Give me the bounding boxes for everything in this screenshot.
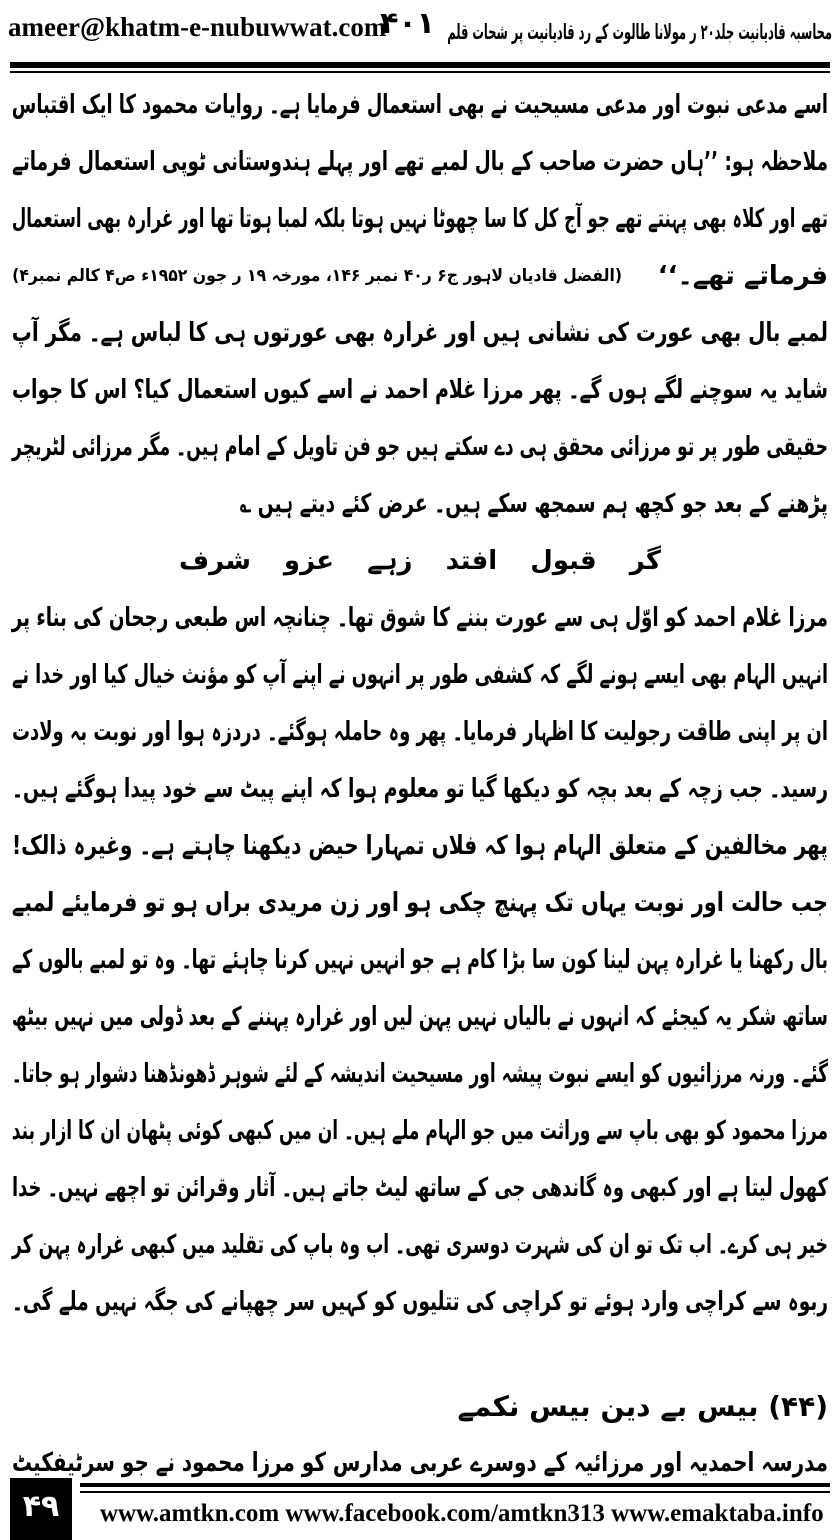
citation-reference: (الفضل قادیان لاہور ج۶ ر۴۰ نمبر ۱۴۶، مورخہ ۱۹ ر جون ۱۹۵۲ء ص۴ کالم نمبر۴) <box>12 266 622 286</box>
footer-page-number: ۴۹ <box>10 1478 72 1540</box>
text-line: مرزا محمود کو بھی باپ سے وراثت میں جو الہام ملے ہیں۔ ان میں کبھی کوئی پٹھان ان کا ازار بند <box>11 1116 829 1146</box>
text-line: تھے اور کلاہ بھی پہنتے تھے جو آج کل کا سا چھوٹا نہیں ہوتا بلکہ لمبا ہوتا تھا اور غرارہ بھی استعمال <box>11 204 829 234</box>
text-line: حقیقی طور پر تو مرزائی محقق ہی دے سکتے ہیں جو فن تاویل کے امام ہیں۔ مگر مرزائی لٹریچر <box>12 432 828 462</box>
header-divider <box>10 62 830 68</box>
text-line: گئے۔ ورنہ مرزائیوں کو ایسے نبوت پیشہ اور مسیحیت اندیشہ کے لئے شوہر ڈھونڈھنا دشوار ہو جاتا۔ <box>11 1059 828 1089</box>
text-line: خیر ہی کرے۔ اب تک تو ان کی شہرت دوسری تھی۔ اب وہ باپ کی تقلید میں کبھی غرارہ پہن کر <box>11 1230 828 1260</box>
header-page-number: ۴۰۱ <box>380 6 435 41</box>
section-heading: (۴۴) بیس بے دین بیس نکمے <box>457 1390 828 1423</box>
text-line: لمبے بال بھی عورت کی نشانی ہیں اور غرارہ بھی عورتوں ہی کا لباس ہے۔ مگر آپ <box>11 318 828 348</box>
text-line: مرزا غلام احمد کو اوّل ہی سے عورت بننے کا شوق تھا۔ چنانچہ اس طبعی رجحان کی بناء پر <box>11 603 829 633</box>
header-email: ameer@khatm-e-nubuwwat.com <box>8 12 387 42</box>
footer-divider-thin <box>80 1491 830 1493</box>
text-line: پھر مخالفین کے متعلق الہام ہوا کہ فلاں تمہارا حیض دیکھنا چاہتے ہے۔ وغیرہ ذالک! <box>11 831 828 861</box>
text-line: مدرسہ احمدیہ اور مرزائیہ کے دوسرے عربی مدارس کو مرزا محمود نے جو سرٹیفکیٹ <box>12 1448 828 1478</box>
text-line: بال رکھنا یا غرارہ پہن لینا کون سا بڑا کام ہے جو انہیں نہیں کرنا چاہئے تھا۔ وہ تو لمبے بالوں کے <box>12 945 828 975</box>
text-line: ملاحظہ ہو: ’’ہاں حضرت صاحب کے بال لمبے تھے اور پہلے ہندوستانی ٹوپی استعمال فرماتے <box>12 147 828 177</box>
footer-divider <box>80 1483 830 1487</box>
header-book-title: محاسبہ قادیانیت جلد۲۰ ر مولانا طالوت کے رد قادیانیت پر شحات قلم <box>447 20 832 44</box>
text-line: اسے مدعی نبوت اور مدعی مسیحیت نے بھی استعمال فرمایا ہے۔ روایات محمود کا ایک اقتباس <box>11 90 828 120</box>
text-line: کھول لیتا ہے اور کبھی وہ گاندھی جی کے ساتھ لیٹ جاتے ہیں۔ آثار وقرائن تو اچھے نہیں۔ خدا <box>12 1173 829 1203</box>
text-line: ان پر اپنی طاقت رجولیت کا اظہار فرمایا۔ پھر وہ حاملہ ہوگئے۔ دردزہ ہوا اور نوبت بہ ولادت <box>11 717 828 747</box>
text-line: انہیں الہام بھی ایسے ہونے لگے کہ کشفی طور پر انہوں نے اپنے آپ کو مؤنث خیال کیا اور خدا نے <box>12 660 829 690</box>
text-line: جب حالت اور نوبت یہاں تک پہنچ چکی ہو اور زن مریدی براں ہو تو فرمایئے لمبے <box>11 888 829 918</box>
text-line: ساتھ شکر یہ کیجئے کہ انہوں نے بالیاں نہیں پہن لیں اور غرارہ پہننے کے بعد ڈولی میں نہیں بیٹھ <box>11 1002 828 1032</box>
poetry-verse: گر قبول افتد زہے عزو شرف <box>178 546 662 576</box>
text-line: شاید یہ سوچنے لگے ہوں گے۔ پھر مرزا غلام احمد نے اسے کیوں استعمال کیا؟ اس کا جواب <box>11 375 828 405</box>
text-line: ربوہ سے کراچی وارد ہوئے تو کراچی کی تتلیوں کو کہیں سر چھپانے کی جگہ نہیں ملے گی۔ <box>12 1287 828 1317</box>
text-line: رسید۔ جب زچہ کے بعد بچہ کو دیکھا گیا تو معلوم ہوا کہ اپنے پیٹ سے خود پیدا ہوگئے ہیں۔ <box>11 774 828 804</box>
text-line: پڑھنے کے بعد جو کچھ ہم سمجھ سکے ہیں۔ عرض کئے دیتے ہیں ؎ <box>240 489 828 519</box>
text-line: فرماتے تھے۔‘‘ <box>657 261 828 291</box>
header-divider-thin <box>10 71 830 73</box>
footer-urls: www.amtkn.com www.facebook.com/amtkn313 www.emaktaba.info <box>100 1500 824 1527</box>
